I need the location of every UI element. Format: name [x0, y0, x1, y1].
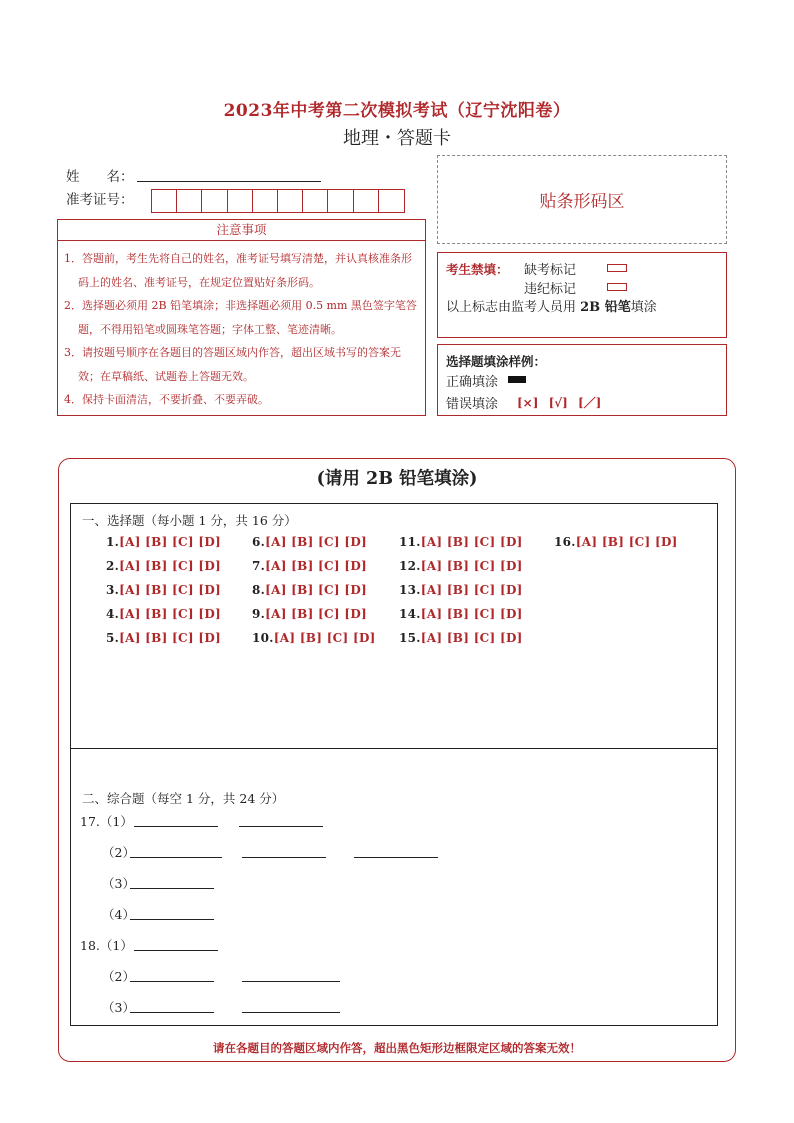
proctor-only-title: 考生禁填： — [446, 262, 509, 277]
q18-2-blank-a[interactable] — [130, 981, 214, 982]
notice-item: 4．保持卡面清洁，不要折叠、不要弄破。 — [64, 393, 269, 406]
q17-2-blank-a[interactable] — [130, 857, 222, 858]
question-number: 3. — [106, 583, 120, 597]
q18-2-label: （2） — [102, 969, 135, 984]
proctor-note-pencil: 2B 铅笔 — [580, 300, 631, 315]
choice-question-15[interactable] — [399, 631, 523, 645]
ticket-digit-box[interactable] — [354, 190, 379, 212]
ticket-digit-box[interactable] — [278, 190, 303, 212]
notice-item: 2．选择题必须用 2B 铅笔填涂；非选择题必须用 0.5 mm 黑色签字笔答题，不得用铅笔或圆珠笔答题；字体工整、笔迹清晰。 — [64, 299, 417, 336]
answer-options[interactable]: [A] [B] [C] [D] — [265, 583, 368, 597]
violation-mark-box[interactable] — [607, 283, 627, 291]
proctor-note — [446, 296, 657, 315]
ticket-number-boxes[interactable] — [151, 189, 405, 213]
name-label: 姓 名： — [66, 169, 134, 185]
answer-options[interactable]: [A] [B] [C] [D] — [265, 535, 368, 549]
question-number: 4. — [106, 607, 120, 621]
choice-question-12[interactable] — [399, 559, 523, 573]
q18-1-blank[interactable] — [134, 950, 218, 951]
q17-1-blank-a[interactable] — [134, 826, 218, 827]
ticket-digit-box[interactable] — [202, 190, 227, 212]
correct-fill-label: 正确填涂 — [446, 375, 499, 390]
choice-question-10[interactable] — [252, 631, 376, 645]
absent-mark-box[interactable] — [607, 264, 627, 272]
q18-2-blank-b[interactable] — [242, 981, 340, 982]
proctor-note-prefix: 以上标志由监考人员用 — [446, 300, 581, 315]
barcode-label: 贴条形码区 — [539, 192, 625, 212]
question-number: 10. — [252, 631, 274, 645]
comprehensive-section-title: 二、综合题（每空 1 分，共 24 分） — [82, 791, 285, 806]
fill-sample-title: 选择题填涂样例： — [446, 354, 547, 369]
choice-question-8[interactable] — [252, 583, 367, 597]
q17-1-label: 17.（1） — [80, 814, 133, 829]
question-number: 7. — [252, 559, 266, 573]
ticket-digit-box[interactable] — [379, 190, 404, 212]
answer-options[interactable]: [A] [B] [C] [D] — [119, 559, 222, 573]
barcode-area — [437, 155, 727, 244]
ticket-digit-box[interactable] — [228, 190, 253, 212]
q17-2-blank-c[interactable] — [354, 857, 438, 858]
answer-options[interactable]: [A] [B] [C] [D] — [119, 631, 222, 645]
choice-question-1[interactable] — [106, 535, 221, 549]
choice-question-3[interactable] — [106, 583, 221, 597]
answer-options[interactable]: [A] [B] [C] [D] — [420, 559, 523, 573]
q17-3-label: （3） — [102, 876, 135, 891]
question-number: 5. — [106, 631, 120, 645]
answer-options[interactable]: [A] [B] [C] [D] — [420, 631, 523, 645]
q18-1-label: 18.（1） — [80, 938, 133, 953]
card-subtitle: 地理・答题卡 — [343, 128, 451, 149]
q18-3-blank-b[interactable] — [242, 1012, 340, 1013]
answer-options[interactable]: [A] [B] [C] [D] — [420, 607, 523, 621]
exam-title: 2023年中考第二次模拟考试（辽宁沈阳卷） — [223, 101, 571, 121]
choice-question-5[interactable] — [106, 631, 221, 645]
q17-2-blank-b[interactable] — [242, 857, 326, 858]
choice-question-7[interactable] — [252, 559, 367, 573]
choice-section-title: 一、选择题（每小题 1 分，共 16 分） — [82, 513, 297, 528]
question-number: 8. — [252, 583, 266, 597]
choice-question-14[interactable] — [399, 607, 523, 621]
name-field[interactable] — [137, 181, 321, 182]
question-number: 16. — [554, 535, 576, 549]
choice-question-4[interactable] — [106, 607, 221, 621]
answer-options[interactable]: [A] [B] [C] [D] — [420, 535, 523, 549]
ticket-digit-box[interactable] — [328, 190, 353, 212]
notice-item: 1．答题前，考生先将自己的姓名，准考证号填写清楚，并认真核准条形码上的姓名、准考证号，在规定位置贴好条形码。 — [64, 252, 412, 289]
question-number: 12. — [399, 559, 421, 573]
q17-4-label: （4） — [102, 907, 135, 922]
ticket-digit-box[interactable] — [253, 190, 278, 212]
boundary-warning: 请在各题目的答题区域内作答，超出黑色矩形边框限定区域的答案无效！ — [213, 1041, 581, 1055]
answer-options[interactable]: [A] [B] [C] [D] — [119, 583, 222, 597]
q17-1-blank-b[interactable] — [239, 826, 323, 827]
q17-3-blank[interactable] — [130, 888, 214, 889]
question-number: 15. — [399, 631, 421, 645]
question-number: 6. — [252, 535, 266, 549]
wrong-fill-label: 错误填涂 — [446, 397, 499, 412]
absent-mark-label: 缺考标记 — [524, 263, 577, 278]
answer-options[interactable]: [A] [B] [C] [D] — [119, 607, 222, 621]
answer-options[interactable]: [A] [B] [C] [D] — [273, 631, 376, 645]
ticket-digit-box[interactable] — [303, 190, 328, 212]
q18-3-blank-a[interactable] — [130, 1012, 214, 1013]
answer-options[interactable]: [A] [B] [C] [D] — [420, 583, 523, 597]
answer-options[interactable]: [A] [B] [C] [D] — [119, 535, 222, 549]
notice-item: 3．请按题号顺序在各题目的答题区域内作答，超出区域书写的答案无效；在草稿纸、试题卷上答题无效。 — [64, 346, 401, 383]
question-number: 14. — [399, 607, 421, 621]
question-number: 2. — [106, 559, 120, 573]
q17-2-label: （2） — [102, 845, 135, 860]
wrong-fill-marks: [×] [√] [／] — [517, 396, 602, 410]
question-number: 9. — [252, 607, 266, 621]
ticket-number-label: 准考证号： — [66, 192, 134, 208]
answer-options[interactable]: [A] [B] [C] [D] — [575, 535, 678, 549]
answer-options[interactable]: [A] [B] [C] [D] — [265, 607, 368, 621]
pencil-instruction: (请用 2B 铅笔填涂) — [316, 469, 478, 489]
choice-question-9[interactable] — [252, 607, 367, 621]
choice-question-16[interactable] — [554, 535, 678, 549]
notice-heading: 注意事项 — [57, 219, 426, 241]
ticket-digit-box[interactable] — [177, 190, 202, 212]
violation-mark-label: 违纪标记 — [524, 282, 577, 297]
choice-question-2[interactable] — [106, 559, 221, 573]
question-number: 13. — [399, 583, 421, 597]
proctor-note-suffix: 填涂 — [630, 300, 657, 315]
choice-question-11[interactable] — [399, 535, 523, 549]
choice-question-13[interactable] — [399, 583, 523, 597]
notice-list — [57, 241, 426, 416]
choice-question-6[interactable] — [252, 535, 367, 549]
q18-3-label: （3） — [102, 1000, 135, 1015]
correct-fill-swatch — [508, 376, 526, 383]
answer-options[interactable]: [A] [B] [C] [D] — [265, 559, 368, 573]
question-number: 1. — [106, 535, 120, 549]
question-number: 11. — [399, 535, 421, 549]
q17-4-blank[interactable] — [130, 919, 214, 920]
ticket-digit-box[interactable] — [152, 190, 177, 212]
